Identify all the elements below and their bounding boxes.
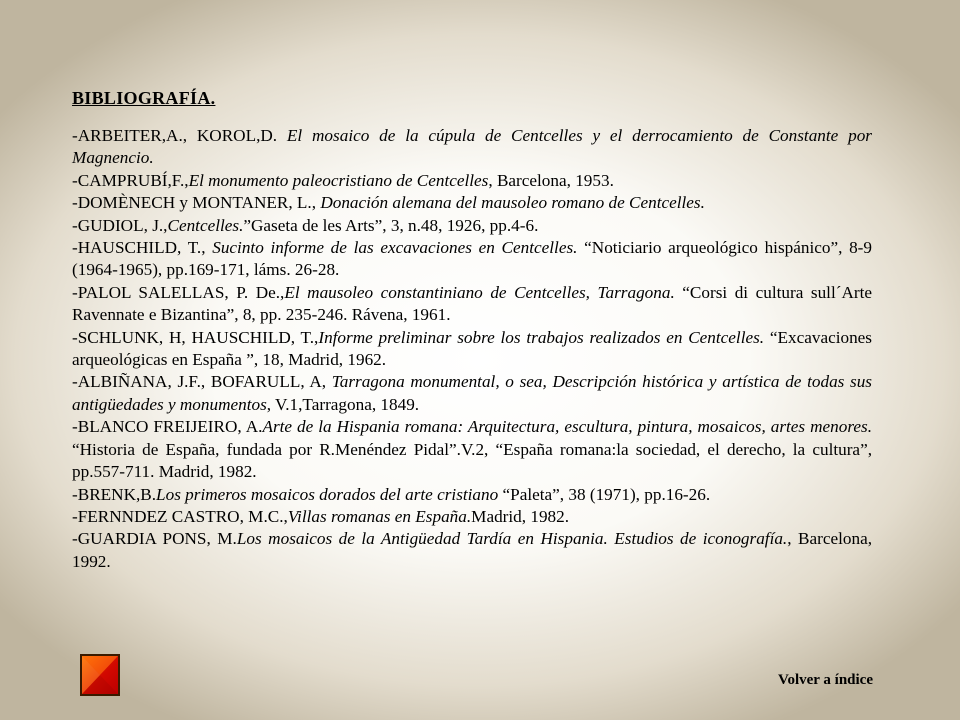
bibliography-entry	[72, 506, 872, 528]
bibliography-entry	[72, 170, 872, 192]
entry-work-title: Informe preliminar sobre los trabajos realizados en Centcelles.	[318, 327, 765, 347]
entry-publication: “Noticiario arqueológico hispánico”, 8-9 (1964-1965), pp.169-171, láms. 26-28.	[72, 238, 872, 280]
entry-author: -BRENK,B.	[72, 484, 157, 504]
bibliography-entry	[72, 484, 872, 506]
entry-author: -BLANCO FREIJEIRO, A.	[72, 417, 263, 437]
entry-work-title: Villas romanas en España.	[287, 506, 472, 526]
bibliography-list	[72, 125, 872, 573]
entry-work-title: Arte de la Hispania romana: Arquitectura, escultura, pintura, mosaicos, artes menores.	[262, 417, 872, 437]
entry-author: -ALBIÑANA, J.F., BOFARULL, A,	[72, 372, 332, 392]
bibliography-entry	[72, 237, 872, 282]
entry-author: -ARBEITER,A., KOROL,D.	[72, 126, 287, 145]
entry-author: -GUDIOL, J.,	[72, 215, 168, 235]
entry-publication: ”Gaseta de les Arts”, 3, n.48, 1926, pp.4-6.	[243, 215, 539, 235]
entry-author: -HAUSCHILD, T.,	[72, 238, 213, 258]
entry-work-title: Centcelles.	[167, 215, 244, 235]
entry-publication: “Historia de España, fundada por R.Menéndez Pidal”.V.2, “España romana:la sociedad, el derecho, la cultura”, pp.557-711. Madrid, 1982.	[72, 439, 872, 482]
entry-author: -GUARDIA PONS, M.	[72, 529, 237, 549]
back-to-index-link[interactable]: Volver a índice	[777, 672, 873, 688]
orange-return-arrow-icon	[82, 656, 118, 694]
entry-work-title: Los mosaicos de la Antigüedad Tardía en Hispania. Estudios de iconografía.	[236, 529, 788, 549]
bibliography-entry	[72, 125, 872, 170]
page-title: BIBLIOGRAFÍA.	[72, 88, 216, 108]
bibliography-entry	[72, 416, 872, 483]
bibliography-entry	[72, 528, 872, 573]
entry-publication: “Excavaciones arqueológicas en España ”, 18, Madrid, 1962.	[72, 327, 872, 370]
entry-publication: , Barcelona, 1992.	[72, 529, 872, 571]
bibliography-entry	[72, 192, 872, 214]
entry-work-title: Sucinto informe de las excavaciones en Centcelles.	[212, 238, 578, 258]
entry-work-title: Donación alemana del mausoleo romano de Centcelles.	[320, 193, 705, 213]
entry-publication: , Barcelona, 1953.	[488, 170, 614, 190]
back-nav-button[interactable]	[80, 654, 120, 696]
entry-work-title: Los primeros mosaicos dorados del arte cristiano	[156, 484, 499, 504]
bibliography-entry	[72, 282, 872, 327]
entry-work-title: Tarragona monumental, o sea, Descripción histórica y artística de todas sus antigüedades y monumentos	[72, 372, 872, 414]
entry-publication: “Corsi di cultura sull´Arte Ravennate e Bizantina”, 8, pp. 235-246. Rávena, 1961.	[72, 282, 872, 325]
bibliography-entry	[72, 215, 872, 237]
bibliography-entry	[72, 327, 872, 372]
bibliography-document	[72, 88, 872, 573]
entry-publication: , V.1,Tarragona, 1849.	[266, 394, 420, 414]
entry-author: -DOMÈNECH y MONTANER, L.,	[72, 193, 321, 213]
entry-author: -FERNNDEZ CASTRO, M.C.,	[72, 506, 288, 526]
entry-work-title: El mausoleo constantiniano de Centcelles, Tarragona.	[284, 282, 675, 302]
entry-author: -CAMPRUBÍ,F.,	[72, 170, 189, 190]
entry-work-title: El monumento paleocristiano de Centcelles	[188, 170, 489, 190]
bibliography-entry	[72, 371, 872, 416]
entry-author: -PALOL SALELLAS, P. De.,	[72, 282, 285, 302]
entry-publication: “Paleta”, 38 (1971), pp.16-26.	[498, 484, 711, 504]
entry-publication: Madrid, 1982.	[471, 506, 570, 526]
entry-author: -SCHLUNK, H, HAUSCHILD, T.,	[72, 327, 319, 347]
entry-work-title: El mosaico de la cúpula de Centcelles y el derrocamiento de Constante por Magnencio.	[72, 126, 872, 168]
